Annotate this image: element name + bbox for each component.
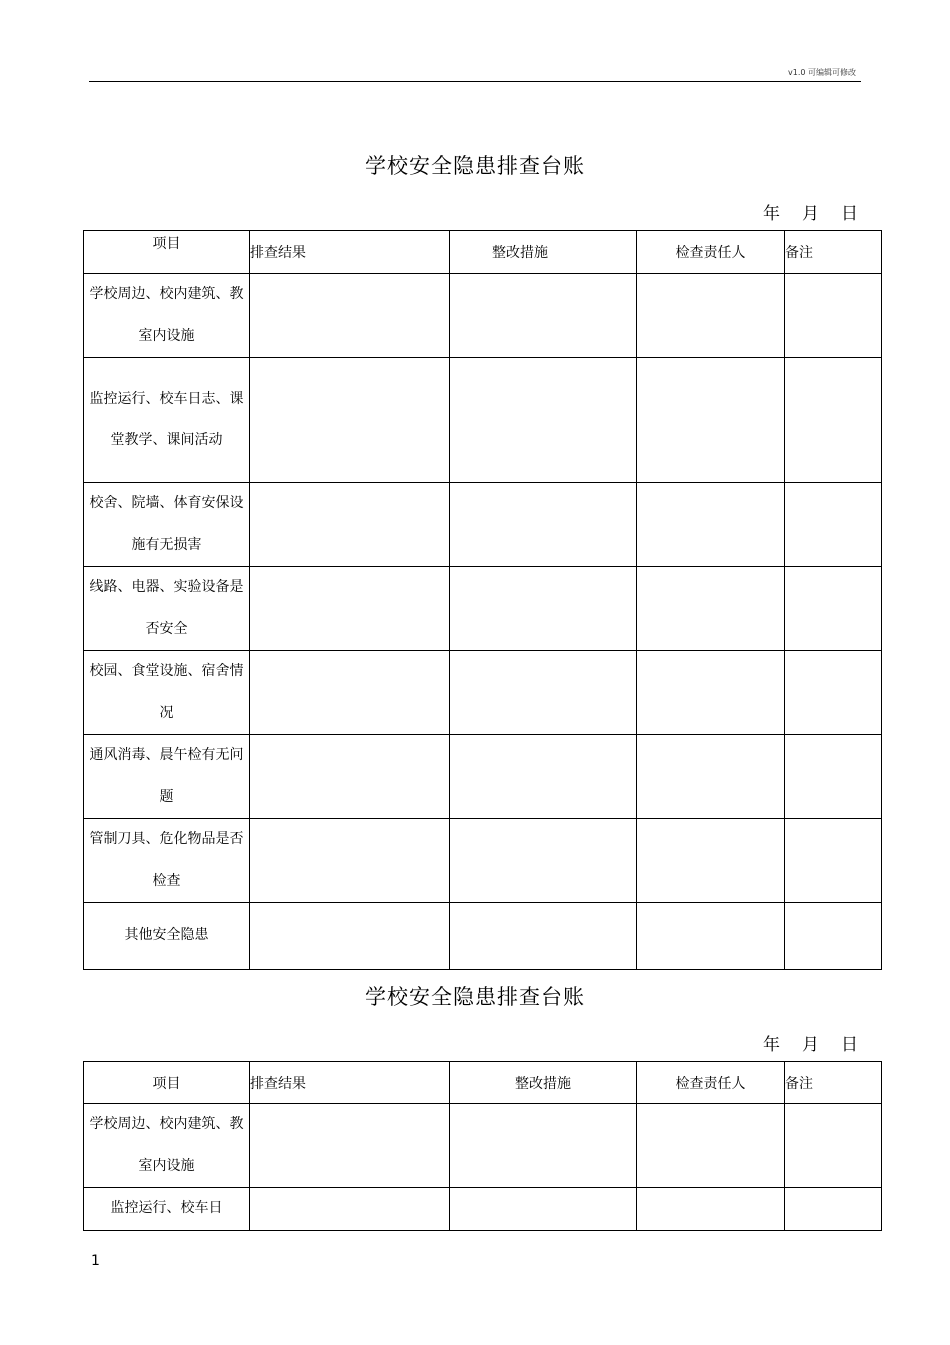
table-header-row	[84, 1062, 882, 1104]
month-label: 月	[802, 204, 819, 224]
row-item-label: 校园、食堂设施、宿舍情况	[84, 651, 250, 735]
remarks-cell[interactable]	[785, 819, 882, 903]
table-row	[84, 567, 882, 651]
inspector-cell[interactable]	[637, 819, 785, 903]
inspector-cell[interactable]	[637, 1104, 785, 1188]
version-note: v1.0 可编辑可修改	[788, 68, 856, 77]
row-item-label: 监控运行、校车日	[84, 1188, 250, 1231]
column-header-measures: 整改措施	[450, 231, 637, 274]
column-header-remarks: 备注	[785, 231, 882, 274]
remarks-cell[interactable]	[785, 1188, 882, 1231]
column-header-result: 排查结果	[250, 231, 450, 274]
column-header-inspector: 检查责任人	[637, 1062, 785, 1104]
table-row	[84, 1188, 882, 1231]
table-row	[84, 903, 882, 970]
row-item-label: 通风消毒、晨午检有无问题	[84, 735, 250, 819]
result-cell[interactable]	[250, 483, 450, 567]
result-cell[interactable]	[250, 735, 450, 819]
inspector-cell[interactable]	[637, 1188, 785, 1231]
result-cell[interactable]	[250, 819, 450, 903]
remarks-cell[interactable]	[785, 358, 882, 483]
year-label: 年	[763, 204, 780, 224]
remarks-cell[interactable]	[785, 651, 882, 735]
ledger1-title: 学校安全隐患排查台账	[365, 154, 585, 178]
day-label: 日	[841, 204, 858, 224]
result-cell[interactable]	[250, 1104, 450, 1188]
measures-cell[interactable]	[450, 651, 637, 735]
header-divider	[89, 81, 861, 82]
measures-cell[interactable]	[450, 735, 637, 819]
month-label: 月	[802, 1035, 819, 1055]
measures-cell[interactable]	[450, 1188, 637, 1231]
result-cell[interactable]	[250, 1188, 450, 1231]
inspector-cell[interactable]	[637, 358, 785, 483]
ledger2-date	[763, 1030, 858, 1055]
row-item-label: 线路、电器、实验设备是否安全	[84, 567, 250, 651]
result-cell[interactable]	[250, 651, 450, 735]
measures-cell[interactable]	[450, 274, 637, 358]
table-row	[84, 735, 882, 819]
inspector-cell[interactable]	[637, 903, 785, 970]
column-header-measures: 整改措施	[450, 1062, 637, 1104]
column-header-item: 项目	[84, 1062, 250, 1104]
ledger2-title: 学校安全隐患排查台账	[365, 985, 585, 1009]
table-row	[84, 819, 882, 903]
year-label: 年	[763, 1035, 780, 1055]
inspector-cell[interactable]	[637, 567, 785, 651]
table-row	[84, 274, 882, 358]
remarks-cell[interactable]	[785, 1104, 882, 1188]
result-cell[interactable]	[250, 567, 450, 651]
row-item-label: 监控运行、校车日志、课堂教学、课间活动	[84, 358, 250, 483]
column-header-inspector: 检查责任人	[637, 231, 785, 274]
remarks-cell[interactable]	[785, 735, 882, 819]
row-item-label: 学校周边、校内建筑、教室内设施	[84, 274, 250, 358]
row-item-label: 校舍、院墙、体育安保设施有无损害	[84, 483, 250, 567]
inspector-cell[interactable]	[637, 274, 785, 358]
column-header-item: 项目	[84, 231, 250, 274]
row-item-label: 其他安全隐患	[84, 903, 250, 970]
inspector-cell[interactable]	[637, 735, 785, 819]
ledger1-table	[83, 230, 882, 970]
remarks-cell[interactable]	[785, 903, 882, 970]
table-row	[84, 483, 882, 567]
ledger1-date	[763, 199, 858, 224]
row-item-label: 学校周边、校内建筑、教室内设施	[84, 1104, 250, 1188]
ledger2-table	[83, 1061, 882, 1231]
measures-cell[interactable]	[450, 819, 637, 903]
column-header-remarks: 备注	[785, 1062, 882, 1104]
measures-cell[interactable]	[450, 567, 637, 651]
measures-cell[interactable]	[450, 483, 637, 567]
measures-cell[interactable]	[450, 358, 637, 483]
measures-cell[interactable]	[450, 1104, 637, 1188]
table-row	[84, 651, 882, 735]
column-header-result: 排查结果	[250, 1062, 450, 1104]
inspector-cell[interactable]	[637, 483, 785, 567]
measures-cell[interactable]	[450, 903, 637, 970]
row-item-label: 管制刀具、危化物品是否检查	[84, 819, 250, 903]
remarks-cell[interactable]	[785, 274, 882, 358]
remarks-cell[interactable]	[785, 567, 882, 651]
result-cell[interactable]	[250, 903, 450, 970]
table-row	[84, 1104, 882, 1188]
table-header-row	[84, 231, 882, 274]
result-cell[interactable]	[250, 358, 450, 483]
day-label: 日	[841, 1035, 858, 1055]
inspector-cell[interactable]	[637, 651, 785, 735]
table-row	[84, 358, 882, 483]
remarks-cell[interactable]	[785, 483, 882, 567]
result-cell[interactable]	[250, 274, 450, 358]
page-number: 1	[91, 1253, 100, 1269]
